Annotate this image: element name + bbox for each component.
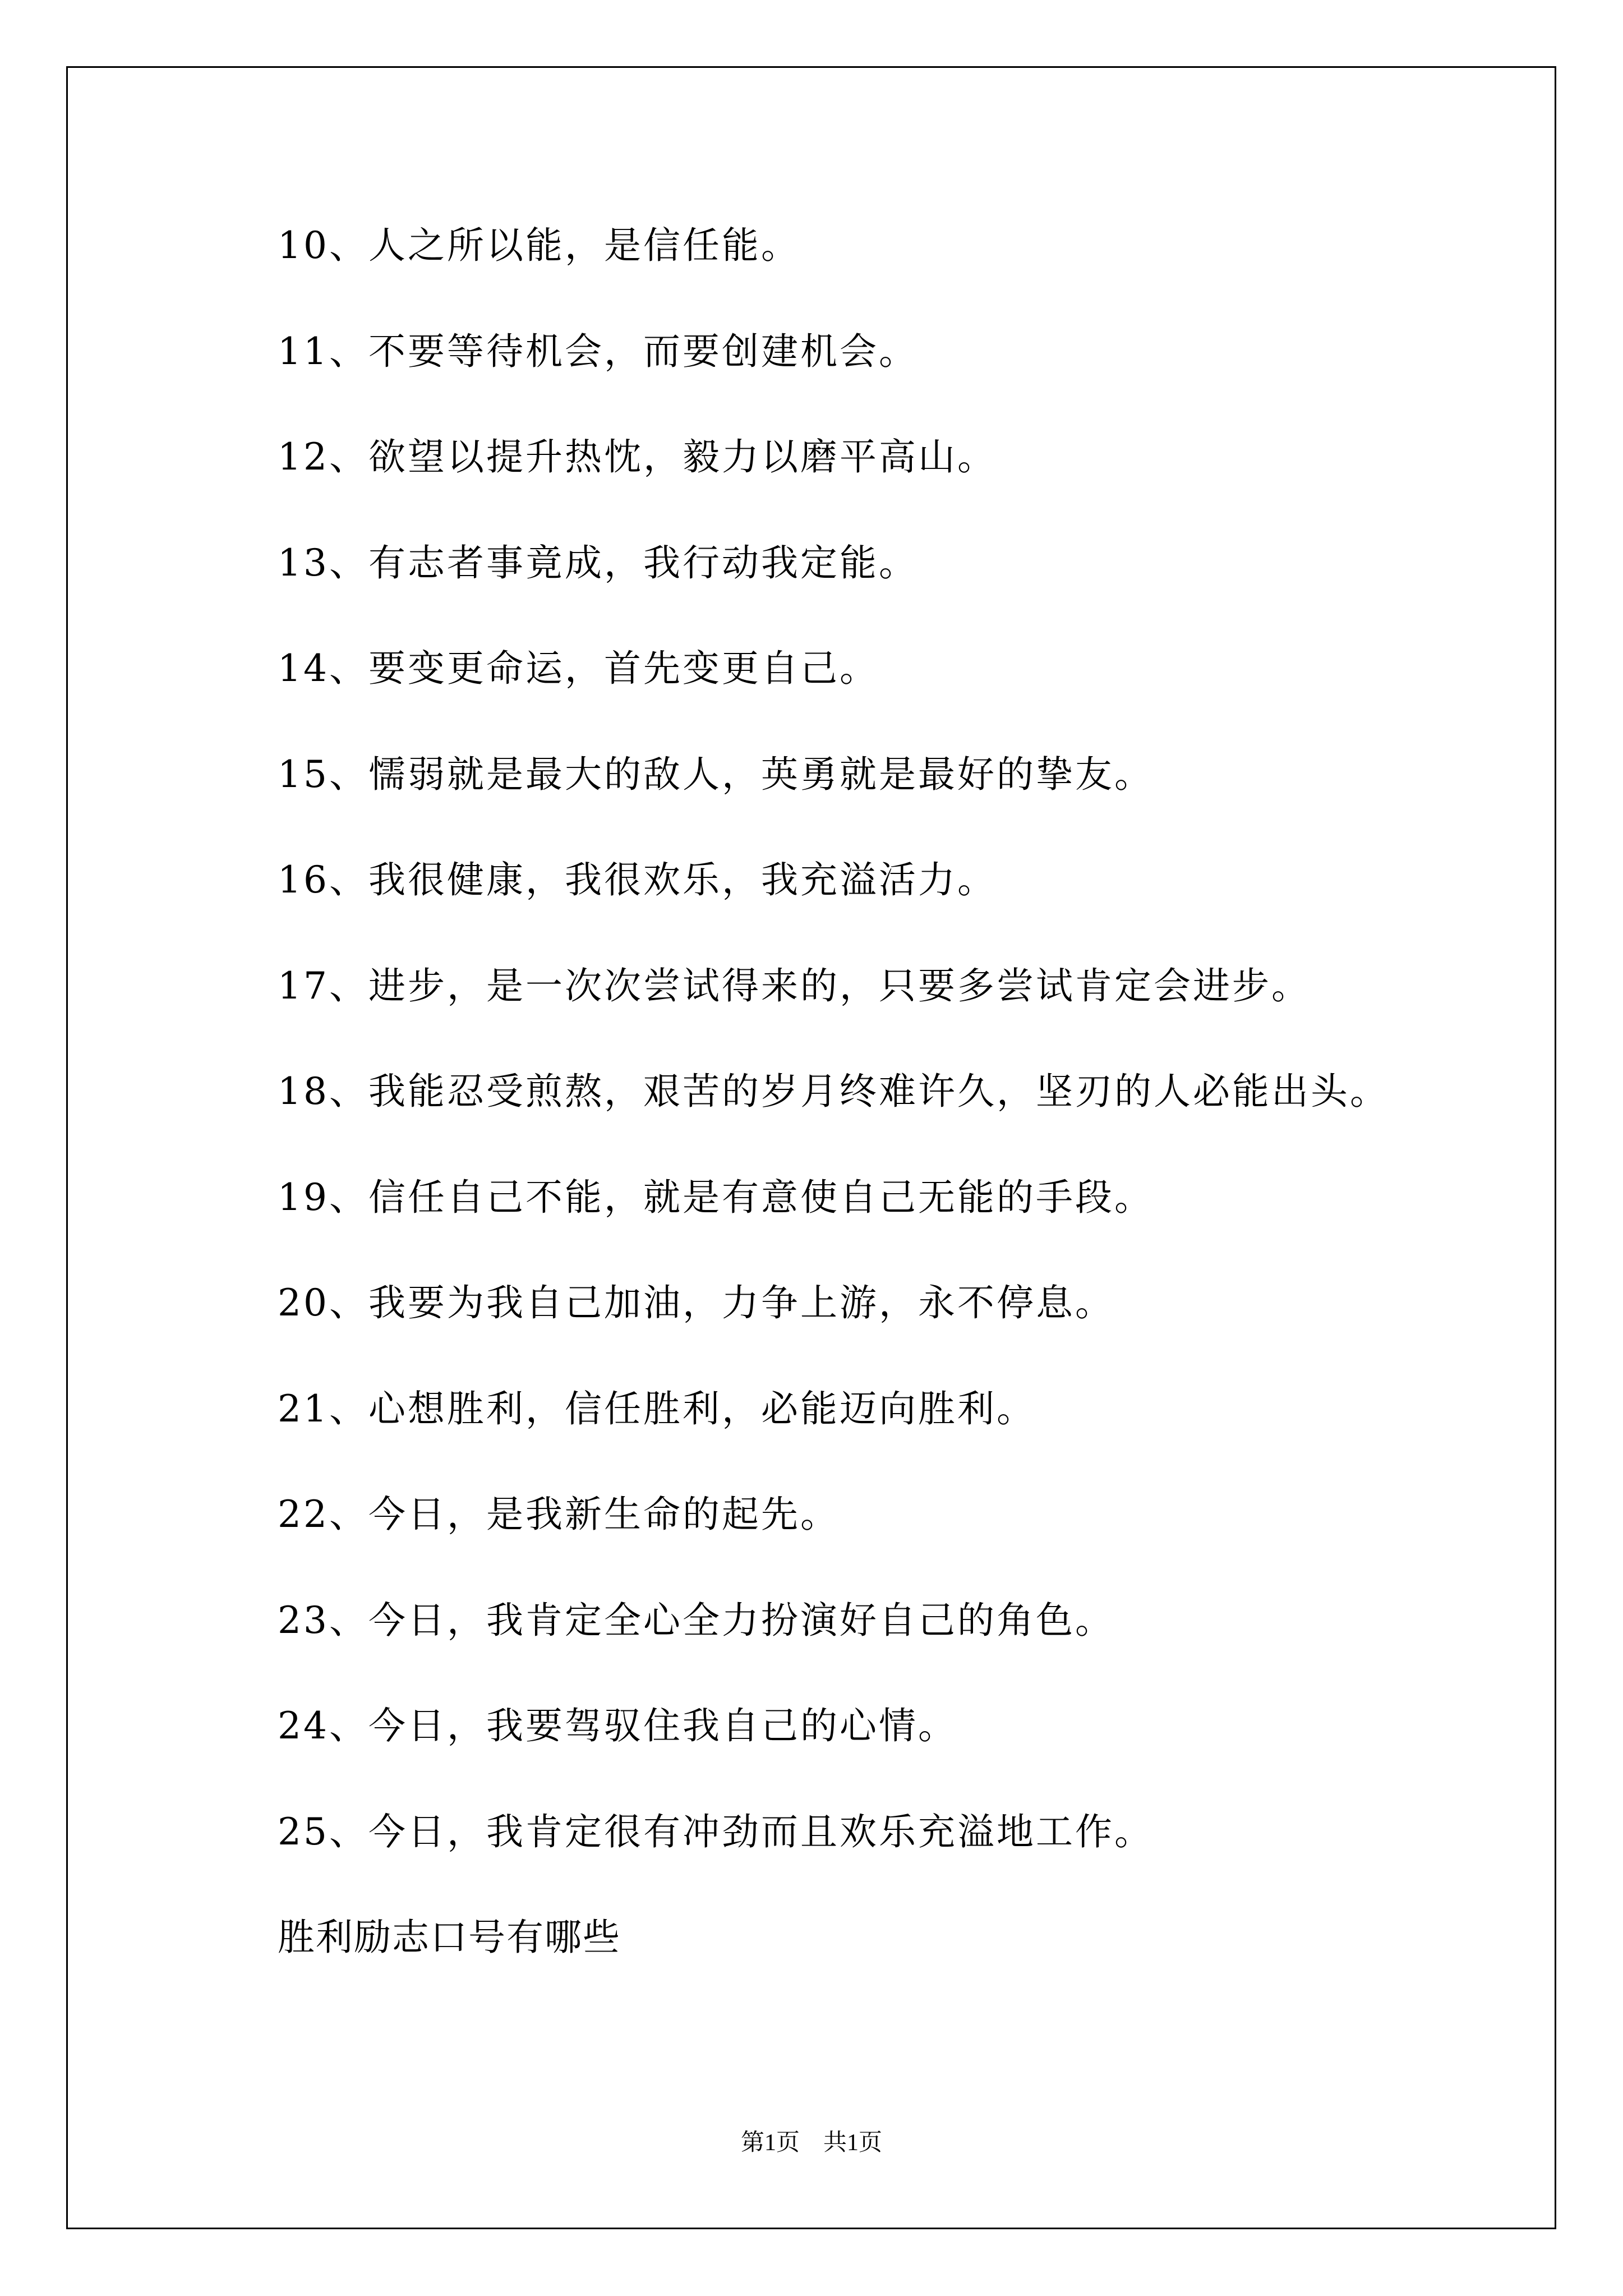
section-heading: 胜利励志口号有哪些 — [278, 1916, 621, 1959]
list-item: 20、我要为我自己加油，力争上游，永不停息。 — [278, 1281, 1114, 1324]
list-item: 10、人之所以能，是信任能。 — [278, 224, 800, 267]
list-item: 21、心想胜利，信任胜利，必能迈向胜利。 — [278, 1387, 1036, 1430]
list-item: 11、不要等待机会，而要创建机会。 — [278, 329, 918, 373]
list-item: 17、进步，是一次次尝试得来的，只要多尝试肯定会进步。 — [278, 964, 1311, 1007]
list-item: 14、要变更命运，首先变更自己。 — [278, 647, 879, 690]
list-item: 16、我很健康，我很欢乐，我充溢活力。 — [278, 858, 997, 901]
list-item: 15、懦弱就是最大的敌人，英勇就是最好的挚友。 — [278, 752, 1154, 796]
list-item: 22、今日，是我新生命的起先。 — [278, 1493, 840, 1536]
list-item: 25、今日，我肯定很有冲劲而且欢乐充溢地工作。 — [278, 1810, 1154, 1853]
list-item: 24、今日，我要驾驭住我自己的心情。 — [278, 1704, 957, 1747]
page-footer: 第1页 共1页 — [740, 2130, 882, 2156]
list-item: 12、欲望以提升热忱，毅力以磨平高山。 — [278, 435, 997, 478]
list-item: 13、有志者事竟成，我行动我定能。 — [278, 541, 918, 585]
list-item: 23、今日，我肯定全心全力扮演好自己的角色。 — [278, 1598, 1114, 1642]
list-item: 18、我能忍受煎熬，艰苦的岁月终难许久，坚刃的人必能出头。 — [278, 1070, 1389, 1113]
document-body — [278, 224, 1511, 1959]
list-item: 19、信任自己不能，就是有意使自己无能的手段。 — [278, 1175, 1154, 1219]
